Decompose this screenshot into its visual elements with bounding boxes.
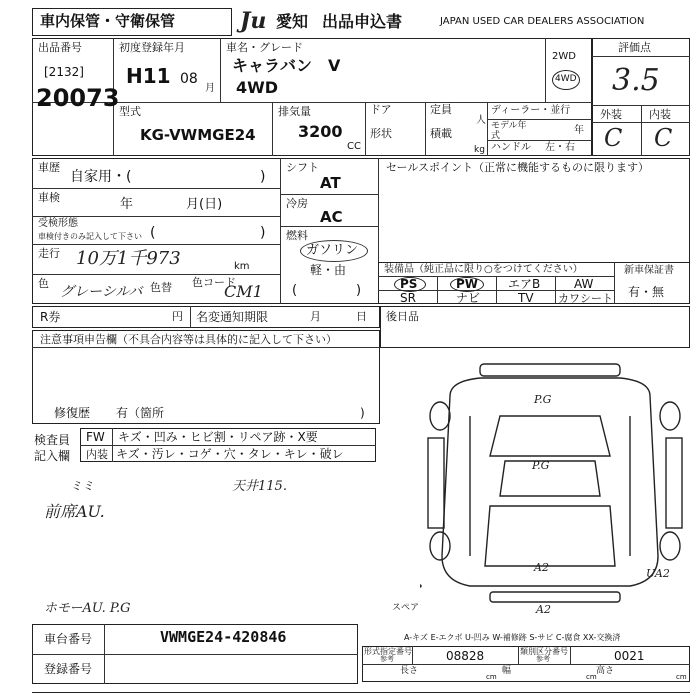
door-label: ドア [370, 103, 392, 116]
cooler-value: AC [320, 208, 343, 226]
color-change-label: 色替 [150, 281, 172, 294]
car-name: キャラバン V [232, 56, 341, 75]
mileage-label: 走行 [38, 247, 60, 260]
width-unit: cm [586, 673, 597, 681]
car-name-label: 車名・グレード [226, 41, 303, 54]
inspection-note: 車検付きのみ記入して下さい [38, 232, 142, 241]
reference-2: 参考 [536, 655, 550, 663]
fuel-paren-close: ) [356, 283, 362, 298]
inspection-paren: ( [150, 225, 156, 241]
association-name: JAPAN USED CAR DEALERS ASSOCIATION [440, 16, 645, 27]
first-reg-label: 初度登録年月 [119, 41, 185, 54]
sales-points-label: セールスポイント（正常に機能するものに限ります） [386, 161, 650, 174]
fuel-label: 燃料 [286, 229, 308, 242]
load-unit: kg [474, 145, 485, 155]
repair-close: ) [360, 406, 365, 420]
recycle-unit: 円 [172, 310, 183, 323]
category-value: 0021 [614, 649, 645, 663]
shaken-label: 車検 [38, 191, 60, 204]
model-code: KG-VWMGE24 [140, 126, 256, 144]
interior-label: 内装 [649, 108, 671, 121]
recycle-label: R券 [40, 310, 61, 324]
length-unit: cm [486, 673, 497, 681]
hand-note-3: 天井115. [232, 479, 287, 494]
model-year-unit: 年 [574, 125, 584, 136]
capacity-label: 定員 [430, 103, 452, 116]
fw-terms: キズ・凹み・ヒビ割・リペア跡・X要 [118, 430, 318, 444]
notice-label: 名変通知期限 [196, 310, 269, 324]
equip-seat: カワシート [558, 292, 613, 305]
shift-value: AT [320, 174, 341, 192]
height-unit: cm [676, 673, 687, 681]
fw-label: FW [86, 430, 105, 444]
int-terms: キズ・汚レ・コゲ・穴・タレ・キレ・破レ [116, 447, 344, 461]
type-cert-value: 08828 [446, 649, 485, 663]
color-value: グレーシルバ [60, 284, 143, 300]
category-label: 類別区分番号 [520, 647, 568, 656]
drive-4wd: 4WD [555, 74, 577, 84]
notice-month: 月 [310, 310, 321, 323]
after-items-label: 後日品 [386, 310, 419, 323]
equip-navi: ナビ [456, 291, 481, 305]
equip-pw-circle [450, 277, 484, 292]
warranty-label: 新車保証書 [624, 265, 674, 276]
warranty-value: 有・無 [628, 285, 665, 299]
interior-grade: C [654, 124, 673, 152]
inspector-label: 検査員記入欄 [34, 433, 71, 464]
fuel-circle [300, 240, 368, 262]
notice-day: 日 [356, 310, 367, 323]
cooler-label: 冷房 [286, 197, 308, 210]
map-note-5: UA2 [646, 567, 670, 580]
reg-era-year: H11 [126, 64, 171, 88]
registration-label: 登録番号 [44, 662, 93, 676]
hand-note-2: 前席AU. [44, 502, 105, 521]
capacity-unit: 人 [476, 115, 486, 126]
load-label: 積載 [430, 127, 452, 140]
mileage-value: 10万1千973 [76, 248, 181, 269]
equip-tv: TV [518, 291, 534, 305]
inspection-label: 受検形態 [38, 218, 78, 229]
fuel-paren: ( [292, 283, 298, 298]
equip-aw: AW [574, 277, 594, 291]
displacement-value: 3200 [298, 122, 343, 141]
handle-value: 左・右 [545, 142, 575, 153]
history-value: 自家用・( [70, 169, 132, 185]
reg-month: 08 [180, 71, 198, 87]
fuel-value: ガソリン [306, 243, 359, 258]
handle-label: ハンドル [491, 142, 531, 153]
shift-label: シフト [286, 161, 319, 174]
shape-label: 形状 [370, 127, 392, 140]
hand-note-4: ホモーAU. P.G [44, 601, 131, 616]
chassis-number: VWMGE24-420846 [160, 628, 287, 646]
reference-1: 参考 [380, 655, 394, 663]
hand-note-1: ミミ [70, 479, 95, 493]
map-note-3: A2 [534, 561, 549, 574]
displacement-unit: CC [347, 141, 361, 152]
evaluation-score: 3.5 [612, 63, 660, 98]
history-label: 車歴 [38, 161, 60, 174]
equipment-label: 装備品（純正品に限り○をつけてください） [384, 264, 583, 275]
equip-airbag: エアB [508, 277, 541, 291]
exterior-label: 外装 [600, 108, 622, 121]
dealer-label: ディーラー・並行 [491, 105, 571, 116]
equip-ps-circle [394, 277, 426, 292]
equip-sr: SR [400, 291, 416, 305]
notes-label: 注意事項申告欄（不具合内容等は具体的に記入して下さい） [40, 333, 337, 346]
int-label: 内装 [86, 448, 108, 461]
type-cert-label: 形式指定番号 [364, 647, 412, 656]
shaken-year: 年 [120, 197, 134, 212]
history-close: ) [260, 169, 266, 185]
evaluation-label: 評価点 [618, 41, 651, 54]
after-items-box [380, 306, 690, 348]
repair-value: 有（箇所 [116, 406, 165, 420]
model-label: 型式 [119, 105, 141, 118]
mileage-unit: km [234, 261, 250, 272]
equip-pw: PW [456, 277, 479, 291]
lot-number: 20073 [36, 84, 120, 112]
ju-logo: Ju [240, 8, 267, 34]
fuel-alt: 軽・由 [310, 263, 347, 277]
model-year-label: モデル年式 [491, 121, 527, 141]
damage-legend: A-キズ E-エクボ U-凹み W-補修跡 S-サビ C-腐食 XX-交換済 [404, 633, 621, 642]
inspection-paren-close: ) [260, 225, 266, 241]
lot-bracket-number: [2132] [44, 65, 84, 79]
map-note-1: P.G [534, 393, 552, 406]
drive-2wd: 2WD [552, 51, 576, 62]
reg-month-unit: 月 [205, 83, 215, 94]
car-grade: 4WD [236, 78, 279, 97]
spare-label: スペア [392, 603, 420, 613]
form-title: 出品申込書 [322, 12, 403, 31]
color-label: 色 [38, 277, 49, 290]
branch-name: 愛知 [276, 12, 309, 31]
length-label: 長さ [400, 666, 419, 676]
chassis-label: 車台番号 [44, 632, 93, 646]
equip-ps: PS [400, 277, 418, 291]
lot-label: 出品番号 [38, 41, 82, 54]
map-note-4: A2 [536, 603, 551, 616]
color-code-label: 色コード [192, 276, 236, 289]
width-label: 幅 [502, 666, 512, 676]
exterior-grade: C [604, 124, 623, 152]
height-label: 高さ [596, 666, 615, 676]
map-note-2: P.G [532, 459, 550, 472]
bottom-rule [32, 692, 690, 693]
storage-title: 車内保管・守衛保管 [40, 12, 176, 30]
displacement-label: 排気量 [278, 105, 311, 118]
repair-label: 修復歴 [54, 406, 91, 420]
color-code: CM1 [224, 282, 263, 301]
shaken-month: 月(日) [186, 197, 223, 212]
